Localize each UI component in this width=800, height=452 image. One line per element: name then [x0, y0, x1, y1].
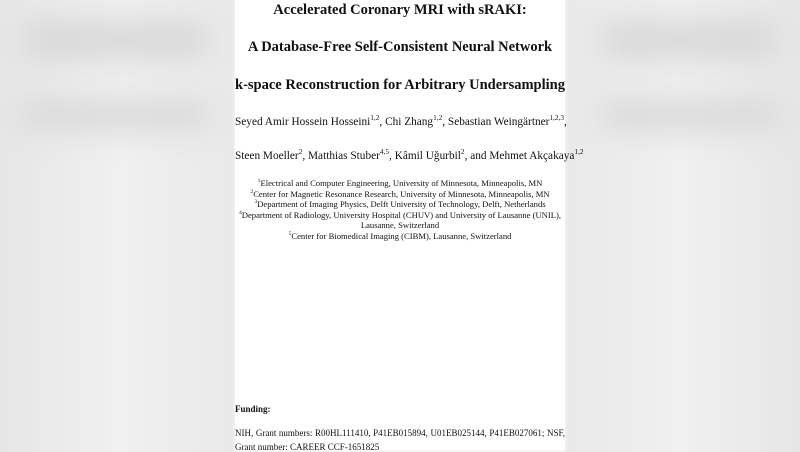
affiliation: Lausanne, Switzerland	[360, 220, 440, 231]
funding-text-line-1: NIH, Grant numbers: R00HL111410, P41EB015894, U01EB025144, P41EB027061; NSF,	[235, 428, 565, 438]
affiliation: $^4$Department of Radiology, University Hospital (CHUV) and University of Lausanne (UNIL),	[238, 209, 562, 220]
funding-heading: Funding:	[235, 404, 271, 414]
title-line-1: Accelerated Coronary MRI with sRAKI:	[273, 2, 527, 18]
authors-line-2: Steen Moeller$^2$, Matthias Stuber$^{4,5}$, Kâmil Uğurbil$^2$, and Mehmet Akçakaya$^{1,2}$	[235, 147, 584, 162]
affiliation: $^1$Electrical and Computer Engineering, University of Minnesota, Minneapolis, MN	[257, 178, 543, 188]
background-blur	[600, 20, 780, 60]
affiliation: $^5$Center for Biomedical Imaging (CIBM), Lausanne, Switzerland	[288, 230, 512, 241]
affiliation: $^3$Department of Imaging Physics, Delft University of Technology, Delft, Netherlands	[254, 199, 546, 210]
title-line-3: k-space Reconstruction for Arbitrary Undersampling	[235, 77, 565, 93]
authors-line-1: Seyed Amir Hossein Hosseini$^{1,2}$, Chi Zhang$^{1,2}$, Sebastian Weingärtner$^{1,2,3}$,	[235, 113, 567, 128]
affiliation: $^2$Center for Magnetic Resonance Research, University of Minnesota, Minneapolis, MN	[250, 188, 550, 199]
title-line-2: A Database-Free Self-Consistent Neural Network	[247, 39, 553, 55]
document-page	[235, 0, 584, 452]
background-blur	[600, 100, 780, 130]
affiliations	[235, 178, 565, 242]
funding-text-line-2: Grant number: CAREER CCF-1651825	[235, 442, 380, 452]
background-blur	[20, 20, 210, 60]
background-blur	[20, 100, 210, 130]
